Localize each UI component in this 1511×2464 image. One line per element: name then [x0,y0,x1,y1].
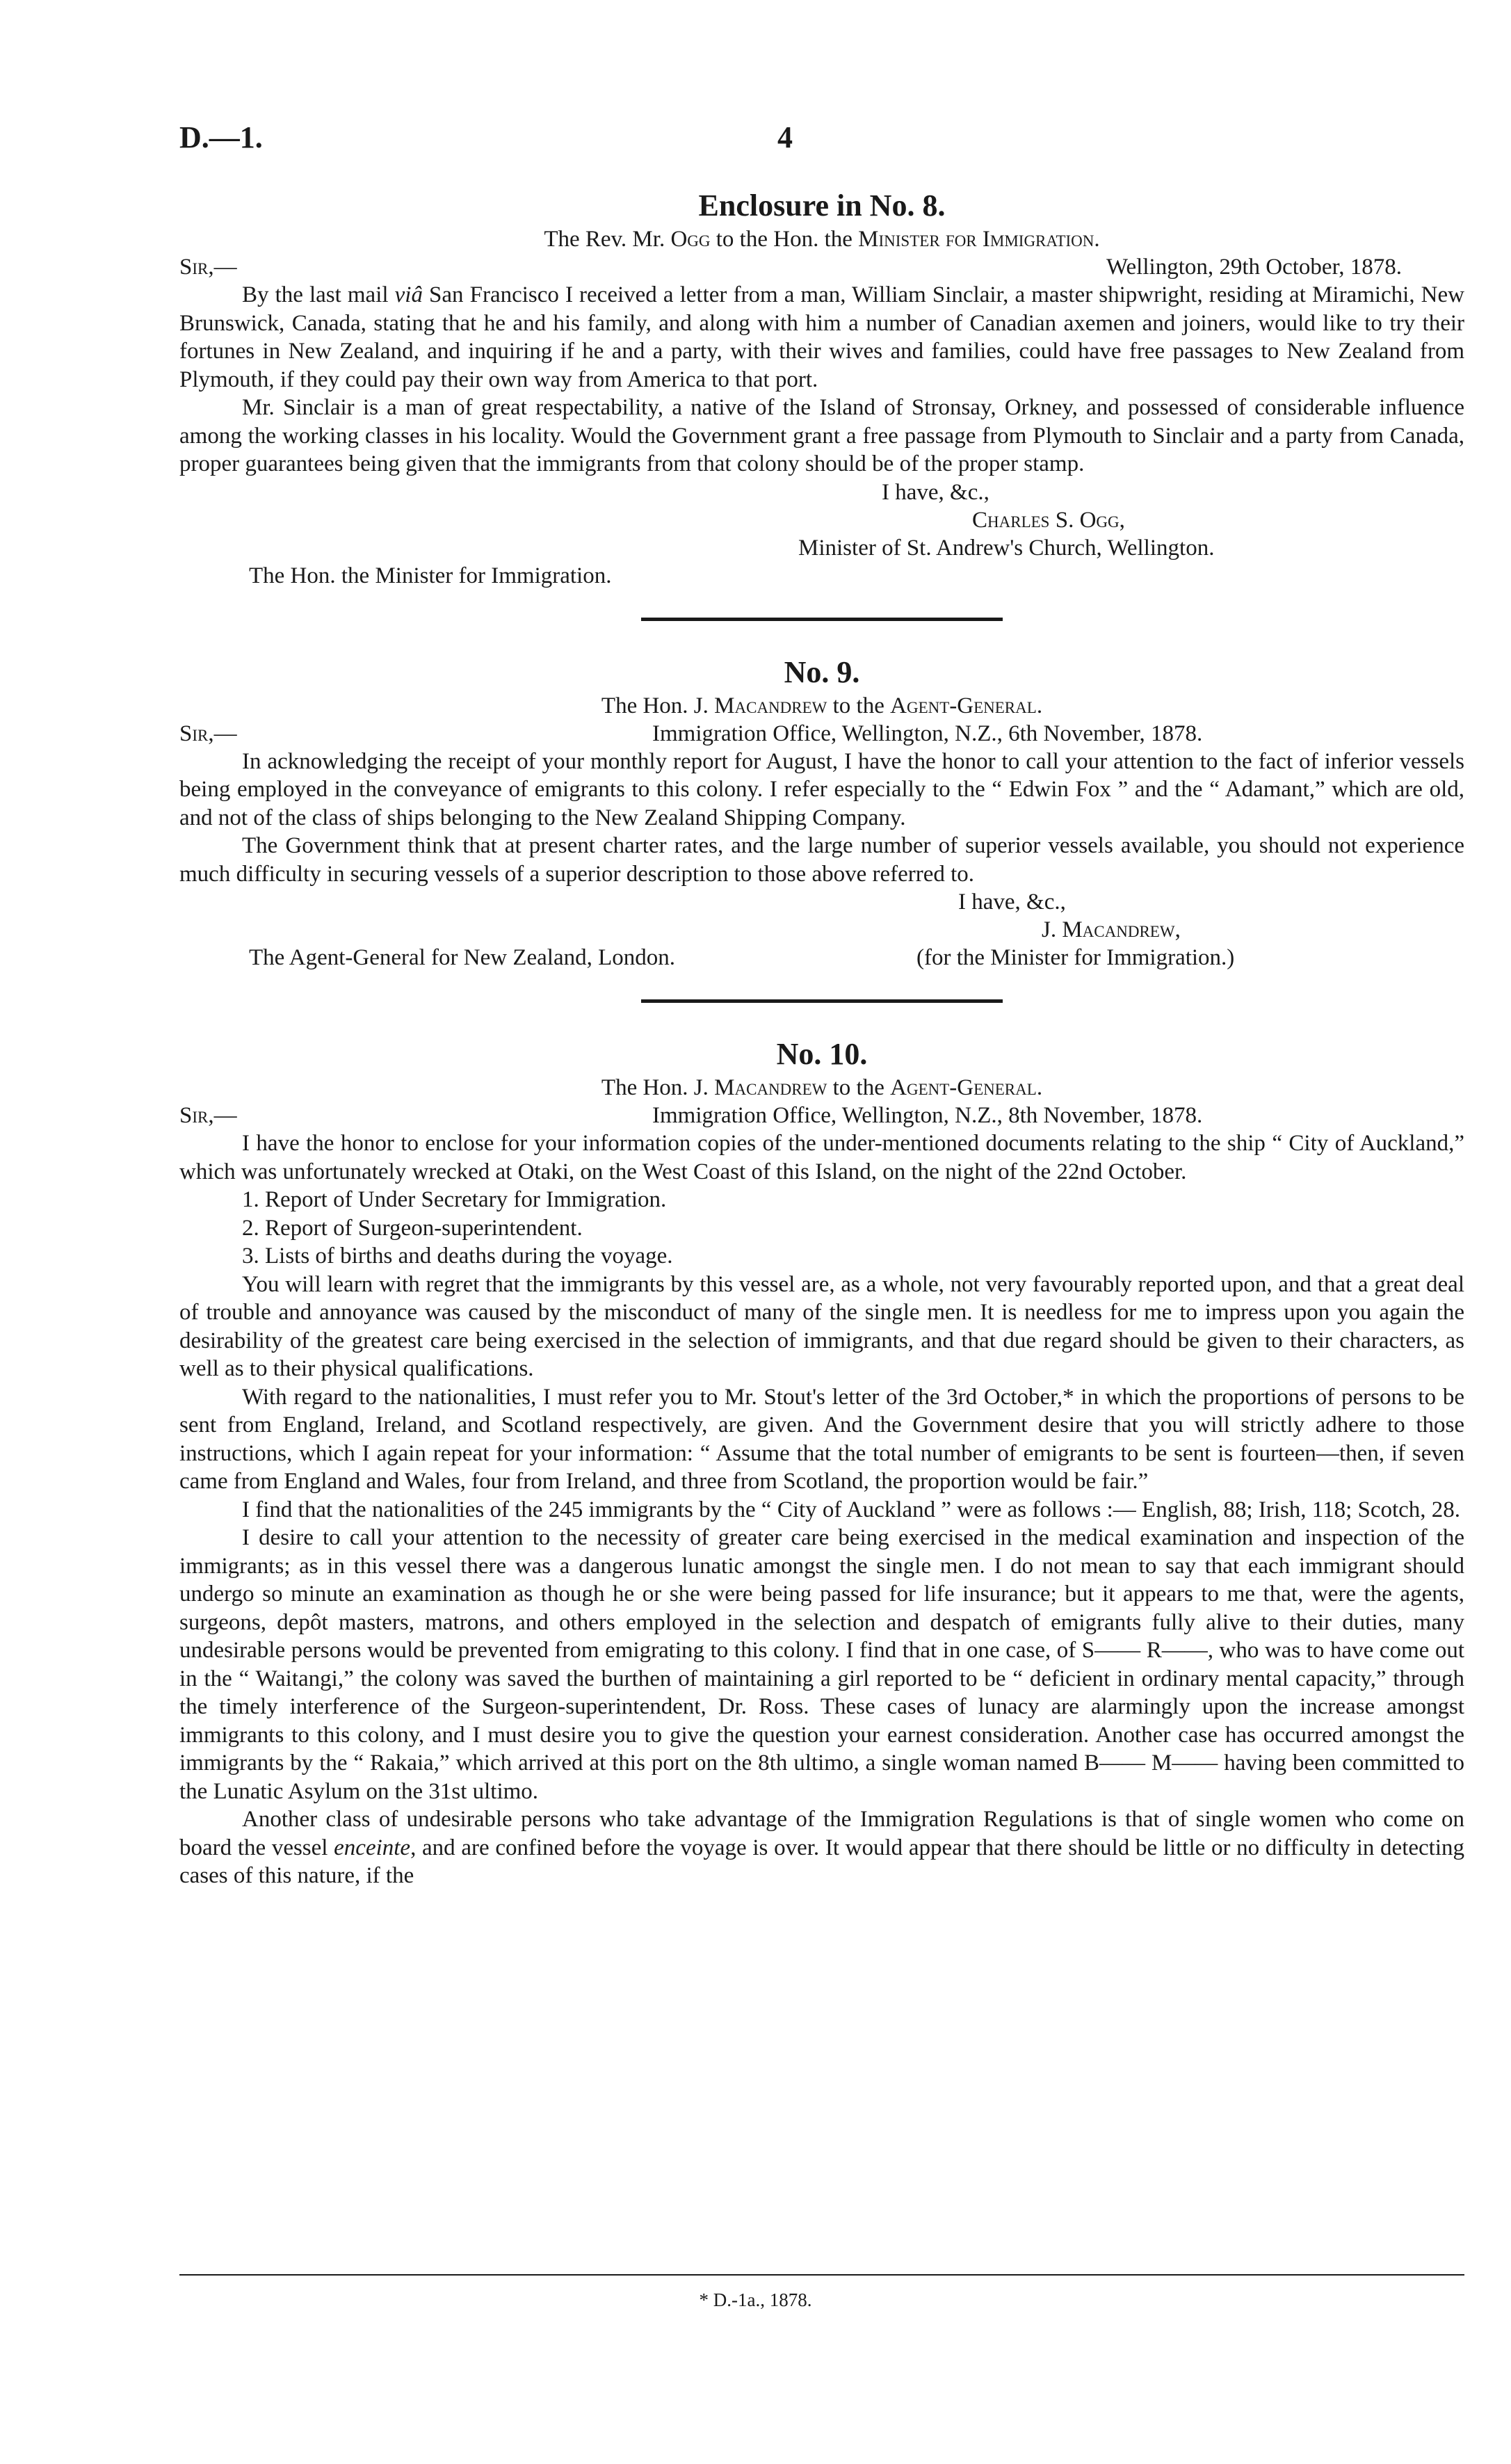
place-date: Wellington, 29th October, 1878. [1106,255,1402,280]
list-item: 3. Lists of births and deaths during the voyage. [242,1243,673,1269]
signer-role: (for the Minister for Immigration.) [916,945,1235,970]
letter-no-9 [179,653,1464,972]
page-content [179,186,1464,1890]
signer: Charles S. Ogg, [972,507,1125,533]
letter-no-10 [179,1035,1464,1890]
salutation: Sir,— [179,255,237,280]
paragraph: Another class of undesirable persons who take advantage of the Immigration Regulations is that of single women who come on board the vessel enceinte, and are confined before the voyage is over. It would appear that there should be little or no difficulty in detecting cases of this nature, if the [179,1807,1464,1888]
paragraph: I have the honor to enclose for your information copies of the under-mentioned documents relating to the ship “ City of Auckland,” which was unfortunately wrecked at Otaki, on the West Coast of this Island, on the night of the 22nd October. [179,1131,1464,1184]
signature-row [179,916,1464,944]
addressee: The Hon. the Minister for Immigration. [249,563,612,588]
salutation-row [179,253,1464,281]
salutation-row [179,1102,1464,1129]
list-item: 1. Report of Under Secretary for Immigration. [242,1187,667,1212]
letter-headline: The Rev. Mr. Ogg to the Hon. the Minister for Immigration. [544,227,1100,252]
page-header [0,120,1511,161]
section-divider [641,618,1003,621]
paragraph: The Government think that at present charter rates, and the large number of superior vessels available, you should not experience much difficulty in securing vessels of a superior description to those above referred to. [179,833,1464,887]
signer: J. Macandrew, [1042,917,1181,942]
signer-title: Minister of St. Andrew's Church, Wellington. [798,535,1215,561]
salutation-row [179,720,1464,748]
place-date: Immigration Office, Wellington, N.Z., 8th November, 1878. [652,1103,1203,1128]
paragraph: In acknowledging the receipt of your monthly report for August, I have the honor to call your attention to the fact of inferior vessels being employed in the conveyance of emigrants to this colony. I refer especially to the “ Edwin Fox ” and the “ Adamant,” which are old, and not of the class of ships belonging to the New Zealand Shipping Company. [179,748,1464,830]
footnote: * D.-1a., 1878. [699,2289,812,2310]
paragraph: I desire to call your attention to the necessity of greater care being exercised in the medical examination and inspection of the immigrants; as in this vessel there was a dangerous lunatic amongst the single men. I do not mean to say that each immigrant should undergo so minute an examination as though he or she were being passed for life insurance; but it appears to me that, were the agents, surgeons, depôt masters, matrons, and others employed in the selection and despatch of emigrants fully alive to their duties, many undesirable persons would be prevented from emigrating to this colony. I find that in one case, of S—— R——, who was to have come out in the “ Waitangi,” the colony was saved the burthen of maintaining a girl reported to be “ deficient in ordinary mental capacity,” through the timely interference of the Surgeon-superintendent, Dr. Ross. These cases of lunacy are alarmingly upon the increase amongst immigrants to this colony, and I must desire you to give the question your earnest consideration. Another case has occurred amongst the immigrants by the “ Rakaia,” which arrived at this port on the 8th ultimo, a single woman named B—— M—— having been committed to the Lunatic Asylum on the 31st ultimo. [179,1525,1464,1804]
paragraph: By the last mail viâ San Francisco I received a letter from a man, William Sinclair, a master shipwright, residing at Miramichi, New Brunswick, Canada, stating that he and his family, and along with him a number of Canadian axemen and joiners, would like to try their fortunes in New Zealand, and inquiring if he and a party, with their wives and families, could have free passages to New Zealand from Plymouth, if they could pay their own way from America to that port. [179,282,1464,392]
section-title: Enclosure in No. 8. [698,188,946,223]
enclosure-no-8 [179,186,1464,590]
section-divider [641,999,1003,1003]
section-title: No. 10. [776,1037,868,1071]
page-number: 4 [777,120,793,154]
paragraph: I find that the nationalities of the 245 immigrants by the “ City of Auckland ” were as follows :— English, 88; Irish, 118; Scotch, 28. [242,1497,1461,1522]
salutation: Sir,— [179,1103,237,1128]
paragraph: With regard to the nationalities, I must refer you to Mr. Stout's letter of the 3rd October,* in which the proportions of persons to be sent from England, Ireland, and Scotland respectively, are given. And the Government desire that you will strictly adhere to those instructions, which I again repeat for your information: “ Assume that the total number of emigrants to be sent is fourteen—then, if seven came from England and Wales, four from Ireland, and three from Scotland, the proportion would be fair.” [179,1384,1464,1494]
document-reference: D.—1. [179,120,263,154]
place-date: Immigration Office, Wellington, N.Z., 6th November, 1878. [652,720,1203,746]
letter-headline: The Hon. J. Macandrew to the Agent-General. [601,1075,1043,1100]
letter-headline: The Hon. J. Macandrew to the Agent-General. [601,693,1043,718]
addressee: The Agent-General for New Zealand, London. [249,945,676,970]
salutation: Sir,— [179,720,237,746]
paragraph: Mr. Sinclair is a man of great respectability, a native of the Island of Stronsay, Orkney, and possessed of considerable influence among the working classes in his locality. Would the Government grant a free passage from Plymouth to Sinclair and a party from Canada, proper guarantees being given that the immigrants from that colony should be of the proper stamp. [179,395,1464,476]
list-item: 2. Report of Surgeon-superintendent. [242,1215,583,1241]
closing: I have, &c., [882,479,989,505]
footnote-divider [179,2274,1464,2276]
section-title: No. 9. [784,654,860,689]
closing: I have, &c., [958,889,1066,915]
addressee-row [179,944,1464,972]
paragraph: You will learn with regret that the immigrants by this vessel are, as a whole, not very favourably reported upon, and that a great deal of trouble and annoyance was caused by the misconduct of many of the single men. It is needless for me to impress upon you again the desirability of the greatest care being exercised in the selection of immigrants, and that due regard should be given to their characters, as well as to their physical qualifications. [179,1271,1464,1381]
